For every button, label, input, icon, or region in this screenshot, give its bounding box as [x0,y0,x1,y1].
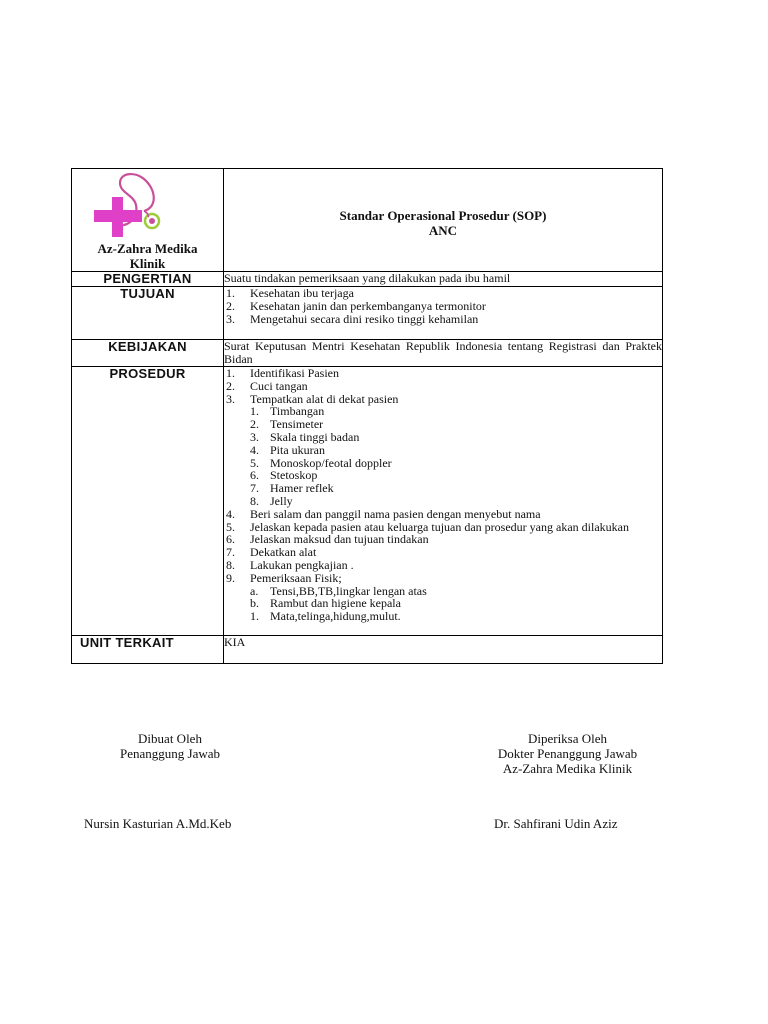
prosedur-step: 8. Lakukan pengkajian . [226,557,354,572]
tool-item: 3. Skala tinggi badan [250,429,360,444]
prosedur-step: 2. Cuci tangan [226,378,308,393]
signature-left-role: Dibuat Oleh [138,731,202,746]
document-title: Standar Operasional Prosedur (SOP) [339,208,547,223]
prosedur-step: 7. Dekatkan alat [226,545,317,560]
clinic-logo-stethoscope-icon [86,171,172,243]
tujuan-item: 1. Kesehatan ibu terjaga [226,286,354,300]
row-pengertian [72,272,663,287]
signature-block-left [90,731,250,761]
document-title-cell [224,169,663,272]
signer-name-left: Nursin Kasturian A.Md.Keb [84,816,232,831]
row-prosedur [72,367,663,636]
tool-item: 2. Tensimeter [250,417,324,432]
list-tujuan [224,287,663,340]
prosedur-step: 6. Jelaskan maksud dan tujuan tindakan [226,532,429,547]
document-subtitle: ANC [428,223,458,238]
signature-left-position: Penanggung Jawab [119,746,220,761]
clinic-name-line1: Az-Zahra Medika [97,241,198,256]
text-kebijakan: Surat Keputusan Mentri Kesehatan Republik Indonesia tentang Registrasi dan Praktek Bidan [224,339,662,366]
exam-item: 1. Mata,telinga,hidung,mulut. [250,609,401,624]
tool-item: 8. Jelly [250,493,293,508]
tujuan-item: 3. Mengetahui secara dini resiko tinggi kehamilan [226,311,479,326]
text-unit-terkait: KIA [224,636,663,664]
tool-item: 7. Hamer reflek [250,481,334,496]
prosedur-step: 9. Pemeriksaan Fisik; [226,570,342,585]
signature-right-role: Diperiksa Oleh [527,731,608,746]
sop-table [71,168,663,664]
exam-item: a. Tensi,BB,TB,lingkar lengan atas [250,583,427,598]
row-kebijakan [72,340,663,367]
prosedur-step: 3. Tempatkan alat di dekat pasien [226,391,399,406]
clinic-name-line2: Klinik [129,256,166,271]
label-kebijakan: KEBIJAKAN [72,340,224,367]
label-tujuan: TUJUAN [72,287,224,340]
logo-cell [72,169,224,272]
list-prosedur [224,367,663,636]
tool-item: 6. Stetoskop [250,468,318,483]
prosedur-step: 4. Beri salam dan panggil nama pasien dengan menyebut nama [226,506,541,521]
tujuan-item: 2. Kesehatan janin dan perkembanganya termonitor [226,298,486,313]
signature-right-position: Dokter Penanggung Jawab [497,746,638,761]
prosedur-step: 5. Jelaskan kepada pasien atau keluarga tujuan dan prosedur yang akan dilakukan [226,519,629,534]
row-unit-terkait [72,636,663,664]
signature-right-organization: Az-Zahra Medika Klinik [502,761,633,776]
row-tujuan [72,287,663,340]
tool-item: 4. Pita ukuran [250,442,325,457]
tool-item: 1. Timbangan [250,404,325,419]
label-unit-terkait: UNIT TERKAIT [72,636,224,664]
exam-item: b. Rambut dan higiene kepala [250,596,401,611]
tool-item: 5. Monoskop/feotal doppler [250,455,392,470]
signature-block-right [470,731,665,776]
header-row [72,169,663,272]
label-pengertian: PENGERTIAN [72,272,224,287]
text-pengertian: Suatu tindakan pemeriksaan yang dilakukan pada ibu hamil [224,272,663,287]
label-prosedur: PROSEDUR [72,367,224,636]
clinic-name [72,241,223,271]
signer-name-right: Dr. Sahfirani Udin Aziz [494,816,618,831]
prosedur-step: 1. Identifikasi Pasien [226,366,339,380]
